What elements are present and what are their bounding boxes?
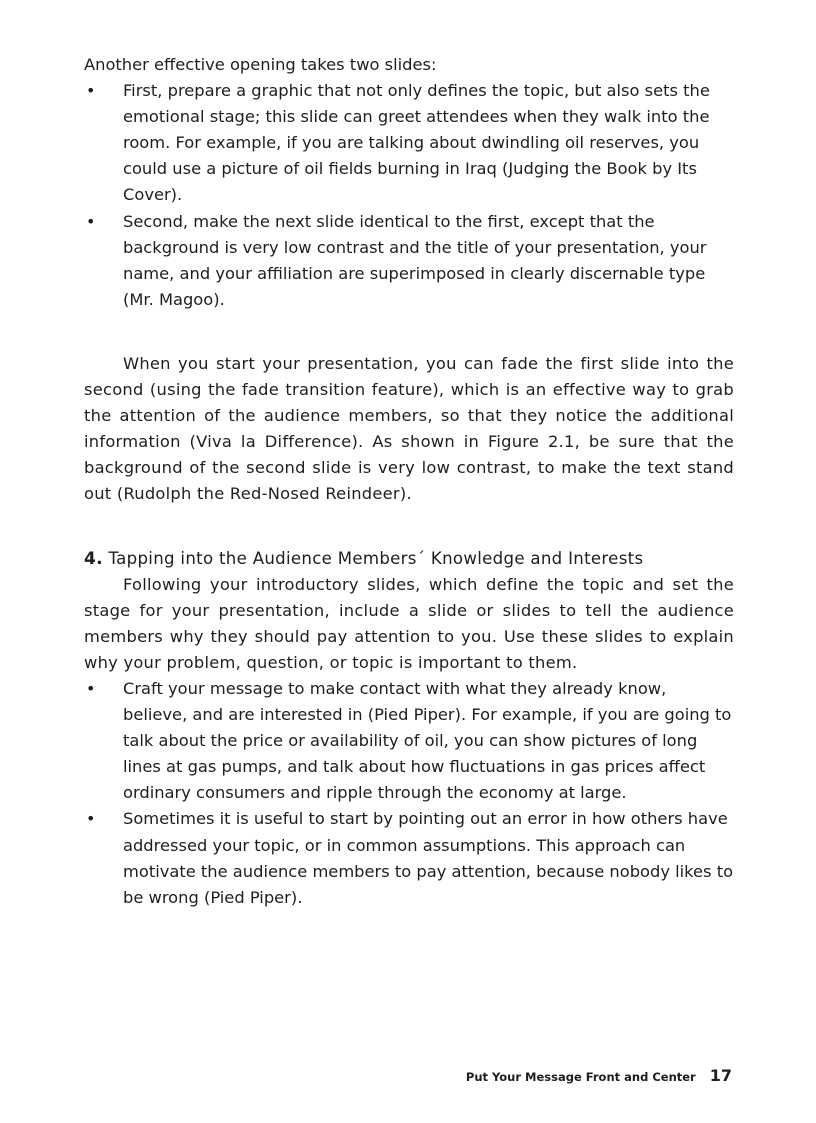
intro-bullet-list <box>84 78 734 313</box>
bullet-icon: • <box>86 81 96 101</box>
bullet-text: First, prepare a graphic that not only defines the topic, but also sets the emotional stage; this slide can greet attendees when they walk into the room. For example, if you are talking about dwindling oil reserves, you could use a picture of oil fields burning in Iraq (Judging the Book by Its Cover). <box>123 81 710 205</box>
list-item <box>84 806 734 910</box>
intro-lead: Another effective opening takes two slides: <box>84 55 437 74</box>
section-title: Tapping into the Audience Members´ Knowledge and Interests <box>108 548 644 568</box>
list-item <box>84 78 734 208</box>
bullet-text: Craft your message to make contact with what they already know, believe, and are interested in (Pied Piper). For example, if you are going to talk about the price or availability of oil, you can show pictures of long lines at gas pumps, and talk about how fluctuations in gas prices affect ordinary consumers and ripple through the economy at large. <box>123 678 732 803</box>
bullet-icon: • <box>86 678 96 698</box>
bullet-icon: • <box>86 211 96 231</box>
page-number: 17 <box>709 1066 732 1085</box>
bullet-text: Second, make the next slide identical to the first, except that the background is very low contrast and the title of your presentation, your name, and your affiliation are superimposed in clearly discernable type (Mr. Magoo). <box>123 211 707 309</box>
section-paragraph: Following your introductory slides, which define the topic and set the stage for your presentation, include a slide or slides to tell the audience members why they should pay attention to you. Use these slides to explain why your problem, question, or topic is important to them. <box>84 574 734 672</box>
section-number: 4. <box>84 548 103 569</box>
running-head: Put Your Message Front and Center <box>465 1070 696 1084</box>
section-heading <box>84 546 734 572</box>
section-bullet-list <box>84 676 734 911</box>
bullet-icon: • <box>86 809 96 829</box>
bullet-text: Sometimes it is useful to start by pointing out an error in how others have addressed your topic, or in common assumptions. This approach can motivate the audience members to pay attention, because nobody likes to be wrong (Pied Piper). <box>123 809 734 907</box>
list-item <box>84 676 734 806</box>
fade-paragraph: When you start your presentation, you can fade the first slide into the second (using the fade transition feature), which is an effective way to grab the attention of the audience members, so that they notice the additional information (Viva la Difference). As shown in Figure 2.1, be sure that the background of the second slide is very low contrast, to make the text stand out (Rudolph the Red-Nosed Reindeer). <box>84 353 734 504</box>
spacer <box>84 313 734 351</box>
page-body <box>84 52 734 911</box>
spacer <box>84 508 734 546</box>
page-footer <box>466 1066 732 1085</box>
list-item <box>84 209 734 313</box>
